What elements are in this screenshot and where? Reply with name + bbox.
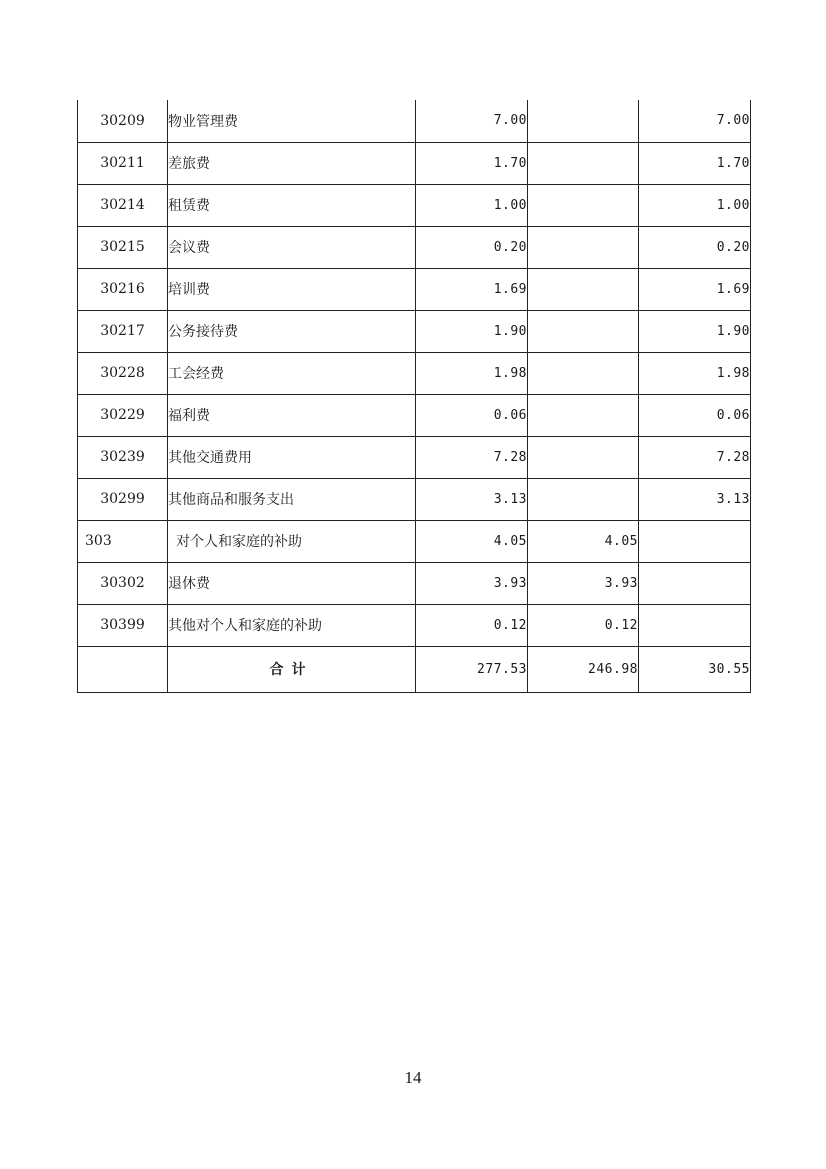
table-row bbox=[78, 310, 751, 352]
total-amount-cell: 0.12 bbox=[416, 604, 528, 646]
basic-amount-cell bbox=[528, 436, 639, 478]
table-row bbox=[78, 478, 751, 520]
account-name-cell: 租赁费 bbox=[168, 184, 416, 226]
account-code-cell: 30216 bbox=[78, 268, 168, 310]
account-name-cell: 会议费 bbox=[168, 226, 416, 268]
project-amount-cell: 1.00 bbox=[639, 184, 751, 226]
account-code-cell: 30209 bbox=[78, 100, 168, 142]
basic-amount-cell bbox=[528, 184, 639, 226]
budget-table bbox=[77, 100, 751, 693]
project-amount-cell: 0.06 bbox=[639, 394, 751, 436]
basic-amount-cell bbox=[528, 310, 639, 352]
table-row bbox=[78, 604, 751, 646]
account-code-cell: 303 bbox=[78, 520, 168, 562]
total-amount: 277.53 bbox=[416, 646, 528, 692]
table-row bbox=[78, 142, 751, 184]
total-code-cell bbox=[78, 646, 168, 692]
project-amount-cell: 0.20 bbox=[639, 226, 751, 268]
total-amount-cell: 4.05 bbox=[416, 520, 528, 562]
basic-amount-cell bbox=[528, 100, 639, 142]
project-amount-cell bbox=[639, 562, 751, 604]
table-row bbox=[78, 394, 751, 436]
account-code-cell: 30302 bbox=[78, 562, 168, 604]
project-amount-cell: 7.28 bbox=[639, 436, 751, 478]
project-amount-cell: 1.98 bbox=[639, 352, 751, 394]
total-amount-cell: 1.69 bbox=[416, 268, 528, 310]
total-amount-cell: 1.90 bbox=[416, 310, 528, 352]
account-code-cell: 30228 bbox=[78, 352, 168, 394]
account-name-cell: 差旅费 bbox=[168, 142, 416, 184]
table-row bbox=[78, 436, 751, 478]
basic-amount-cell bbox=[528, 394, 639, 436]
account-code-cell: 30239 bbox=[78, 436, 168, 478]
project-amount-cell bbox=[639, 520, 751, 562]
account-name-cell: 福利费 bbox=[168, 394, 416, 436]
table-row bbox=[78, 562, 751, 604]
total-amount-cell: 0.20 bbox=[416, 226, 528, 268]
account-name-cell: 其他对个人和家庭的补助 bbox=[168, 604, 416, 646]
basic-amount-cell bbox=[528, 352, 639, 394]
account-name-cell: 公务接待费 bbox=[168, 310, 416, 352]
project-amount-cell: 1.69 bbox=[639, 268, 751, 310]
basic-amount-cell bbox=[528, 142, 639, 184]
table-row bbox=[78, 100, 751, 142]
basic-amount-cell bbox=[528, 478, 639, 520]
basic-amount-cell bbox=[528, 268, 639, 310]
account-name-cell: 培训费 bbox=[168, 268, 416, 310]
account-code-cell: 30399 bbox=[78, 604, 168, 646]
project-amount-cell: 3.13 bbox=[639, 478, 751, 520]
account-code-cell: 30211 bbox=[78, 142, 168, 184]
account-name-cell: 物业管理费 bbox=[168, 100, 416, 142]
table-row bbox=[78, 184, 751, 226]
table-row bbox=[78, 520, 751, 562]
basic-amount-cell: 4.05 bbox=[528, 520, 639, 562]
total-amount-cell: 3.93 bbox=[416, 562, 528, 604]
total-amount-cell: 3.13 bbox=[416, 478, 528, 520]
table-row bbox=[78, 226, 751, 268]
project-amount-cell: 1.90 bbox=[639, 310, 751, 352]
account-name-cell: 其他交通费用 bbox=[168, 436, 416, 478]
page-number: 14 bbox=[404, 1068, 422, 1087]
account-name-cell: 退休费 bbox=[168, 562, 416, 604]
total-amount-cell: 1.98 bbox=[416, 352, 528, 394]
total-amount-cell: 7.28 bbox=[416, 436, 528, 478]
account-name-cell: 工会经费 bbox=[168, 352, 416, 394]
project-amount-cell: 1.70 bbox=[639, 142, 751, 184]
basic-amount-cell bbox=[528, 226, 639, 268]
account-code-cell: 30215 bbox=[78, 226, 168, 268]
total-amount-cell: 1.00 bbox=[416, 184, 528, 226]
table-row bbox=[78, 268, 751, 310]
table-row bbox=[78, 352, 751, 394]
project-amount-cell: 7.00 bbox=[639, 100, 751, 142]
account-code-cell: 30217 bbox=[78, 310, 168, 352]
account-code-cell: 30299 bbox=[78, 478, 168, 520]
account-code-cell: 30214 bbox=[78, 184, 168, 226]
account-code-cell: 30229 bbox=[78, 394, 168, 436]
total-amount-cell: 0.06 bbox=[416, 394, 528, 436]
basic-amount-cell: 0.12 bbox=[528, 604, 639, 646]
project-amount-cell bbox=[639, 604, 751, 646]
total-project-amount: 30.55 bbox=[639, 646, 751, 692]
table-body bbox=[78, 100, 751, 646]
total-row bbox=[78, 646, 751, 692]
basic-amount-cell: 3.93 bbox=[528, 562, 639, 604]
account-name-cell: 其他商品和服务支出 bbox=[168, 478, 416, 520]
total-amount-cell: 7.00 bbox=[416, 100, 528, 142]
total-label: 合计 bbox=[168, 646, 416, 692]
account-name-cell: 对个人和家庭的补助 bbox=[168, 520, 416, 562]
total-amount-cell: 1.70 bbox=[416, 142, 528, 184]
total-basic-amount: 246.98 bbox=[528, 646, 639, 692]
